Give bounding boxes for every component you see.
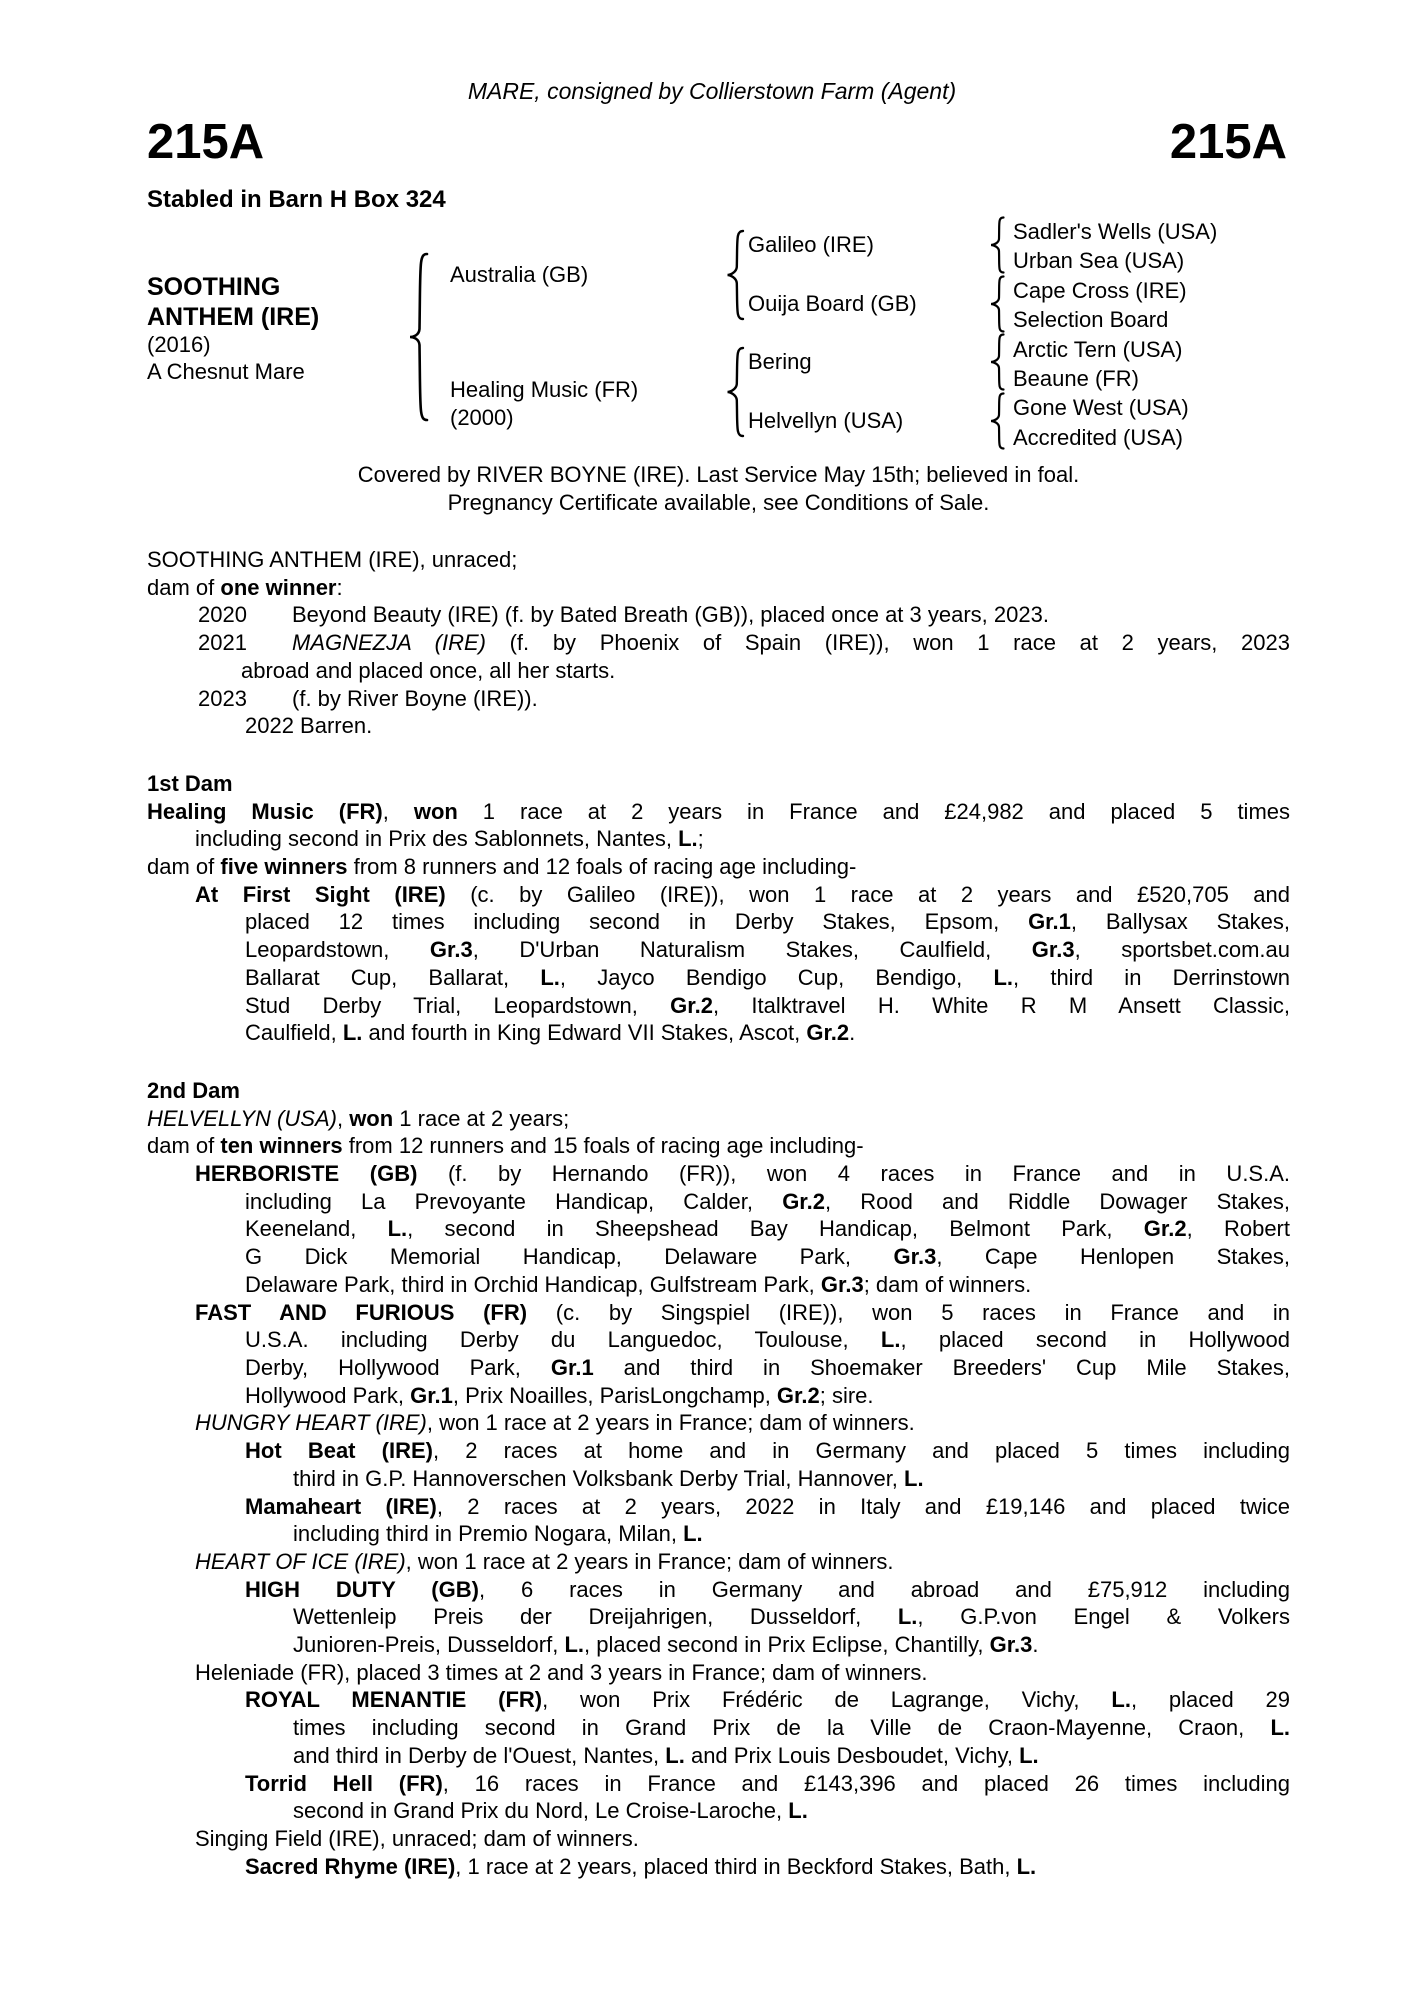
text-segment: U.S.A. including Derby du Languedoc, Toulouse, [245, 1327, 881, 1353]
text-line [198, 685, 1290, 713]
text-segment: Gr.1 [550, 1354, 594, 1380]
text-segment: times including second in Grand Prix de la Ville de Craon-Mayenne, Craon, [293, 1715, 1271, 1741]
pedigree-brace-icon [724, 346, 746, 438]
text-segment: dam of [147, 854, 221, 880]
covering-statement [147, 461, 1290, 516]
text-segment: , 2 races at home and in Germany and placed 5 times including [433, 1438, 1290, 1464]
produce-2021 [147, 629, 1290, 684]
text-segment: , 2 races at 2 years, 2022 in Italy and £19,146 and placed twice [436, 1493, 1290, 1519]
text-segment: Gr.3 [429, 937, 473, 963]
text-segment: L. [993, 964, 1014, 990]
text-line [245, 1686, 1290, 1714]
text-segment: Gr.3 [893, 1244, 937, 1270]
text-segment: , Italktravel H. White R M Ansett Classic, [712, 992, 1290, 1018]
text-segment: L. [665, 1742, 685, 1768]
text-segment: ; dam of winners. [863, 1271, 1032, 1297]
catalog-body [147, 546, 1290, 1880]
pedigree-ancestor: Accredited (USA) [1013, 424, 1183, 450]
text-segment: HELVELLYN (USA) [147, 1105, 337, 1131]
subject-description: A Chesnut Mare [147, 358, 305, 384]
text-segment: Gr.3 [1031, 937, 1075, 963]
text-segment: Hollywood Park, [245, 1382, 411, 1408]
pedigree-brace-icon [988, 333, 1006, 391]
text-line [147, 574, 1290, 602]
pedigree-ancestor: Selection Board [1013, 307, 1169, 333]
text-line [195, 1409, 1290, 1437]
stabled-line: Stabled in Barn H Box 324 [147, 186, 446, 213]
text-segment: from 12 runners and 15 foals of racing age including- [342, 1133, 864, 1159]
text-segment: L. [1016, 1853, 1037, 1879]
text-segment: , [382, 798, 414, 824]
text-segment: L. [788, 1798, 808, 1824]
text-segment: Wettenleip Preis der Dreijahrigen, Dusseldorf, [293, 1604, 898, 1630]
text-line [293, 1603, 1290, 1631]
text-segment: L. [678, 826, 698, 852]
text-segment: including La Prevoyante Handicap, Calder, [245, 1188, 783, 1214]
text-segment: , won 1 race at 2 years in France; dam of winners. [426, 1410, 915, 1436]
text-line [195, 881, 1290, 909]
healing-music-para [147, 798, 1290, 853]
pedigree-subject [147, 272, 319, 385]
pedigree-dam-year: (2000) [450, 405, 514, 430]
text-segment: Ballarat Cup, Ballarat, [245, 964, 541, 990]
text-line [195, 1825, 1290, 1853]
text-segment: one winner [220, 574, 337, 600]
torrid-hell-para [147, 1770, 1290, 1825]
text-segment: HERBORISTE (GB) [195, 1161, 418, 1187]
dam-of-line [147, 853, 1290, 881]
produce-2022 [147, 712, 1290, 740]
text-segment: MAGNEZJA (IRE) [292, 630, 486, 656]
text-segment: and Prix Louis Desboudet, Vichy, [684, 1742, 1020, 1768]
second-dam-heading [147, 1077, 1290, 1105]
lot-number-left: 215A [147, 115, 265, 169]
text-segment: 1 race at 2 years; [393, 1105, 570, 1131]
text-segment: (f. by River Boyne (IRE)). [292, 685, 538, 711]
pedigree-brace-icon [724, 229, 746, 321]
royal-menantie-para [147, 1686, 1290, 1769]
text-segment: Gr.1 [1028, 909, 1071, 935]
subject-name-line1: SOOTHING [147, 273, 281, 301]
text-segment: Hot Beat (IRE) [245, 1438, 433, 1464]
text-line [245, 1354, 1290, 1382]
mamaheart-para [147, 1493, 1290, 1548]
subject-name-line2: ANTHEM (IRE) [147, 303, 320, 331]
text-segment: Gr.2 [776, 1382, 820, 1408]
dam-of-line [147, 574, 1290, 602]
pedigree-sire: Australia (GB) [450, 262, 589, 287]
text-segment: , third in Derrinstown [1013, 964, 1290, 990]
text-segment: dam of [147, 574, 221, 600]
hungry-heart-para [147, 1409, 1290, 1437]
text-segment: (f. by Hernando (FR)), won 4 races in France and in U.S.A. [417, 1161, 1291, 1187]
text-segment: and third in Shoemaker Breeders' Cup Mile Stakes, [593, 1354, 1290, 1380]
pedigree-ancestor: Gone West (USA) [1013, 395, 1189, 421]
text-segment: ; [697, 826, 704, 852]
consignor-line: MARE, consigned by Collierstown Farm (Agent) [467, 78, 957, 104]
text-segment: including second in Prix des Sablonnets, Nantes, [195, 826, 679, 852]
fast-and-furious-para [147, 1299, 1290, 1410]
text-segment: , 6 races in Germany and abroad and £75,912 including [478, 1576, 1290, 1602]
text-segment: , won 1 race at 2 years in France; dam of winners. [405, 1548, 894, 1574]
text-line [147, 1105, 1290, 1133]
pedigree-grandsire: Bering [748, 349, 812, 374]
text-line [195, 1160, 1290, 1188]
text-segment: 1 race at 2 years in France and £24,982 and placed 5 times [457, 798, 1291, 824]
text-segment: Gr.2 [806, 1020, 850, 1046]
text-segment: 2023 [198, 685, 247, 711]
text-segment: placed 12 times including second in Derby Stakes, Epsom, [245, 909, 1029, 935]
pedigree-grandsire: Galileo (IRE) [748, 232, 874, 257]
pedigree-great-grandparents [1013, 217, 1217, 452]
text-segment: Heleniade (FR), placed 3 times at 2 and 3 years in France; dam of winners. [195, 1659, 928, 1685]
text-line [147, 1132, 1290, 1160]
text-segment: L. [683, 1521, 703, 1547]
text-segment: , 16 races in France and £143,396 and placed 26 times including [442, 1770, 1291, 1796]
hot-beat-para [147, 1437, 1290, 1492]
text-segment: Leopardstown, [245, 937, 430, 963]
pedigree-granddam: Helvellyn (USA) [748, 408, 904, 433]
text-segment: Stud Derby Trial, Leopardstown, [245, 992, 671, 1018]
text-line [147, 1077, 1290, 1105]
text-segment: , sportsbet.com.au [1074, 937, 1290, 963]
pedigree-ancestor: Sadler's Wells (USA) [1013, 219, 1218, 244]
text-segment: L. [387, 1216, 408, 1242]
text-segment: L. [1111, 1687, 1131, 1713]
text-line [147, 853, 1290, 881]
text-segment: Beyond Beauty (IRE) (f. by Bated Breath (GB)), placed once at 3 years, 2023. [292, 602, 1049, 628]
text-segment: HUNGRY HEART (IRE) [195, 1410, 427, 1436]
text-segment: dam of [147, 1133, 221, 1159]
text-segment: 2020 [198, 602, 247, 628]
produce-2023 [147, 685, 1290, 713]
text-line [195, 825, 1290, 853]
pedigree-ancestor: Urban Sea (USA) [1013, 248, 1185, 274]
text-segment: G Dick Memorial Handicap, Delaware Park, [245, 1244, 894, 1270]
text-segment: ten winners [220, 1133, 343, 1159]
text-segment: ; sire. [819, 1382, 874, 1408]
text-line [147, 798, 1290, 826]
text-segment: Torrid Hell (FR) [245, 1770, 443, 1796]
text-line [245, 712, 1290, 740]
covering-line: Pregnancy Certificate available, see Conditions of Sale. [447, 489, 990, 515]
lot-number-right: 215A [1169, 115, 1287, 169]
text-segment: , 1 race at 2 years, placed third in Beckford Stakes, Bath, [455, 1853, 1017, 1879]
text-segment: 2021 [198, 630, 247, 656]
text-segment: Gr.2 [1143, 1216, 1187, 1242]
text-line [147, 546, 1290, 574]
text-line [293, 1465, 1290, 1493]
text-segment: Healing Music (FR) [147, 798, 383, 824]
text-segment: including third in Premio Nogara, Milan, [293, 1521, 684, 1547]
text-line [245, 1770, 1290, 1798]
text-segment: Gr.1 [410, 1382, 453, 1408]
text-segment: (c. by Singspiel (IRE)), won 5 races in France and in [527, 1299, 1291, 1325]
pedigree-granddam: Ouija Board (GB) [748, 291, 917, 316]
text-segment: Caulfield, [245, 1020, 343, 1046]
text-line [245, 964, 1290, 992]
text-segment: L. [897, 1604, 918, 1630]
text-segment: , placed second in Prix Eclipse, Chantilly, [584, 1632, 990, 1658]
text-line [245, 1215, 1290, 1243]
pedigree-brace-icon [988, 392, 1006, 450]
text-segment: five winners [220, 854, 348, 880]
pedigree-brace-icon [988, 216, 1006, 274]
text-line [245, 908, 1290, 936]
text-segment: Keeneland, [245, 1216, 388, 1242]
text-segment: SOOTHING ANTHEM (IRE), unraced; [147, 547, 518, 572]
text-line [245, 1576, 1290, 1604]
text-segment: , won Prix Frédéric de Lagrange, Vichy, [542, 1687, 1112, 1713]
first-dam-heading [147, 770, 1290, 798]
mare-race-record [147, 546, 1290, 574]
covering-line: Covered by RIVER BOYNE (IRE). Last Service May 15th; believed in foal. [357, 462, 1080, 487]
text-segment: 2nd Dam [147, 1077, 240, 1103]
text-line [293, 1742, 1290, 1770]
text-segment: L. [880, 1327, 901, 1353]
helvellyn-para [147, 1105, 1290, 1133]
pedigree-ancestor: Arctic Tern (USA) [1013, 336, 1183, 362]
text-segment: , [336, 1105, 350, 1131]
text-line [245, 1243, 1290, 1271]
text-segment: , D'Urban Naturalism Stakes, Caulfield, [472, 937, 1032, 963]
text-line [293, 1631, 1290, 1659]
text-segment: , Robert [1186, 1216, 1290, 1242]
pedigree-brace-icon [406, 252, 430, 422]
text-segment: from 8 runners and 12 foals of racing age including- [347, 854, 857, 880]
text-segment: , Jayco Bendigo Cup, Bendigo, [559, 964, 994, 990]
text-segment: Gr.2 [782, 1188, 825, 1214]
text-segment: , Prix Noailles, ParisLongchamp, [452, 1382, 777, 1408]
sacred-rhyme-para [147, 1853, 1290, 1881]
text-line [241, 657, 1290, 685]
pedigree-dam: Healing Music (FR) [450, 377, 639, 402]
text-segment: Delaware Park, third in Orchid Handicap, Gulfstream Park, [245, 1271, 821, 1297]
text-line [245, 1019, 1290, 1047]
text-segment: Gr.3 [989, 1632, 1033, 1658]
text-segment: L. [904, 1465, 924, 1491]
heart-of-ice-para [147, 1548, 1290, 1576]
text-segment: third in G.P. Hannoverschen Volksbank Derby Trial, Hannover, [293, 1465, 905, 1491]
text-segment: Junioren-Preis, Dusseldorf, [293, 1632, 565, 1658]
text-segment: Singing Field (IRE), unraced; dam of winners. [195, 1825, 639, 1851]
text-segment: L. [342, 1020, 363, 1046]
text-segment: , placed 29 [1130, 1687, 1291, 1713]
text-segment: FAST AND FURIOUS (FR) [195, 1299, 528, 1325]
text-segment: Mamaheart (IRE) [245, 1493, 437, 1519]
text-segment: At First Sight (IRE) [195, 881, 446, 907]
text-segment: 1st Dam [147, 770, 233, 796]
produce-2020 [147, 601, 1290, 629]
text-line [198, 601, 1290, 629]
text-line [195, 1299, 1290, 1327]
text-segment: L. [540, 964, 560, 990]
text-segment: and fourth in King Edward VII Stakes, Ascot, [362, 1020, 807, 1046]
text-segment: second in Grand Prix du Nord, Le Croise-Laroche, [293, 1798, 789, 1824]
text-segment: , Rood and Riddle Dowager Stakes, [825, 1188, 1290, 1214]
at-first-sight-para [147, 881, 1290, 1047]
text-segment: Derby, Hollywood Park, [245, 1354, 551, 1380]
singing-field-para [147, 1825, 1290, 1853]
text-segment: HIGH DUTY (GB) [245, 1576, 479, 1602]
text-line [245, 1437, 1290, 1465]
text-segment: , second in Sheepshead Bay Handicap, Belmont Park, [407, 1216, 1144, 1242]
text-segment: L. [564, 1632, 585, 1658]
text-line [195, 1548, 1290, 1576]
text-line [198, 629, 1290, 657]
text-segment: Gr.3 [820, 1271, 864, 1297]
text-segment: , Cape Henlopen Stakes, [936, 1244, 1290, 1270]
text-line [147, 770, 1290, 798]
text-segment: and third in Derby de l'Ouest, Nantes, [293, 1742, 666, 1768]
text-line [245, 1188, 1290, 1216]
herboriste-para [147, 1160, 1290, 1299]
text-segment: HEART OF ICE (IRE) [195, 1548, 406, 1574]
text-line [245, 936, 1290, 964]
text-segment: : [336, 574, 343, 600]
text-segment: . [849, 1020, 856, 1046]
text-segment: , G.P.von Engel & Volkers [917, 1604, 1290, 1630]
pedigree-ancestor: Beaune (FR) [1013, 365, 1139, 391]
text-segment: , placed second in Hollywood [900, 1327, 1291, 1353]
text-segment: ROYAL MENANTIE (FR) [245, 1687, 543, 1713]
text-segment: (c. by Galileo (IRE)), won 1 race at 2 years and £520,705 and [445, 881, 1291, 907]
high-duty-para [147, 1576, 1290, 1659]
text-line [245, 992, 1290, 1020]
text-line [245, 1326, 1290, 1354]
text-segment: won [349, 1105, 394, 1131]
text-segment: 2022 Barren. [245, 713, 373, 739]
text-segment: , Ballysax Stakes, [1070, 909, 1290, 935]
text-segment: Gr.2 [670, 992, 713, 1018]
text-segment: . [1032, 1632, 1039, 1658]
text-line [293, 1520, 1290, 1548]
dam-of-line [147, 1132, 1290, 1160]
subject-foaled-year: (2016) [147, 332, 211, 357]
text-segment: L. [1019, 1742, 1039, 1768]
text-line [293, 1797, 1290, 1825]
text-line [245, 1853, 1290, 1881]
text-segment: L. [1270, 1715, 1290, 1741]
heleniade-para [147, 1659, 1290, 1687]
pedigree-brace-icon [988, 275, 1006, 333]
pedigree-ancestor: Cape Cross (IRE) [1013, 277, 1187, 303]
text-line [245, 1493, 1290, 1521]
text-segment: (f. by Phoenix of Spain (IRE)), won 1 race at 2 years, 2023 [485, 630, 1290, 656]
text-line [195, 1659, 1290, 1687]
text-segment: abroad and placed once, all her starts. [241, 657, 616, 683]
text-line [245, 1271, 1290, 1299]
text-segment: won [413, 798, 458, 824]
text-line [245, 1382, 1290, 1410]
text-segment: Sacred Rhyme (IRE) [245, 1853, 456, 1879]
text-line [293, 1714, 1290, 1742]
